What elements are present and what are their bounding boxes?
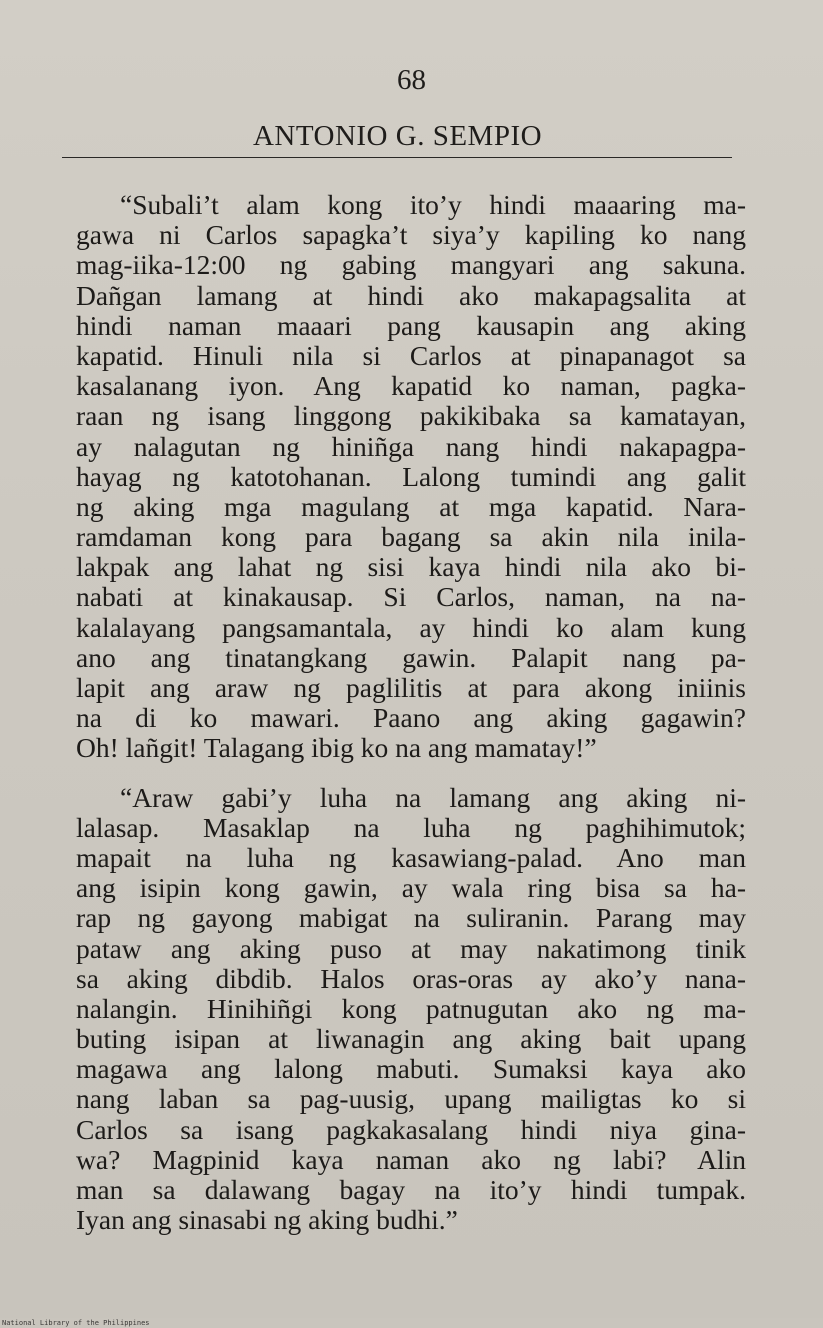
text-line: Dañgan lamang at hindi ako makapagsalita at [76,279,746,311]
text-line: buting isipan at liwanagin ang aking bait upang [76,1023,746,1055]
text-line: “Subali’t alam kong ito’y hindi maaaring ma- [120,189,746,220]
text-line: ano ang tinatangkang gawin. Palapit nang pa- [76,641,746,673]
body-text [76,190,746,1235]
text-line: Carlos sa isang pagkakasalang hindi niya gina- [76,1113,746,1145]
text-line: hayag ng katotohanan. Lalong tumindi ang galit [76,460,746,492]
running-head: ANTONIO G. SEMPIO [252,120,543,152]
text-line: ramdaman kong para bagang sa akin nila inila- [76,521,746,553]
text-line: ay nalagutan ng hiniñga nang hindi nakapagpa- [76,430,746,462]
text-line: raan ng isang linggong pakikibaka sa kamatayan, [76,400,746,432]
text-line: nalangin. Hinihiñgi kong patnugutan ako ng ma- [76,992,746,1024]
text-line: “Araw gabi’y luha na lamang ang aking ni- [120,781,746,813]
header-rule [62,157,732,158]
text-line: lalasap. Masaklap na luha ng paghihimutok; [76,811,746,843]
text-line: Iyan ang sinasabi ng aking budhi.” [76,1204,458,1236]
text-line: ng aking mga magulang at mga kapatid. Nara- [76,490,746,522]
text-line: nabati at kinakausap. Si Carlos, naman, na na- [76,581,746,613]
text-line: mag-iika-12:00 ng gabing mangyari ang sakuna. [76,249,746,281]
text-line: wa? Magpinid kaya naman ako ng labi? Alin [76,1143,746,1175]
text-line: nang laban sa pag-uusig, upang mailigtas ko si [76,1083,746,1115]
text-line: na di ko mawari. Paano ang aking gagawin? [76,702,746,734]
text-line: pataw ang aking puso at may nakatimong tinik [76,932,746,964]
text-line: kapatid. Hinuli nila si Carlos at pinapanagot sa [76,339,746,371]
text-line: magawa ang lalong mabuti. Sumaksi kaya ako [76,1053,746,1085]
text-line: gawa ni Carlos sapagka’t siya’y kapiling ko nang [76,219,746,251]
text-line: sa aking dibdib. Halos oras-oras ay ako’y nana- [76,962,746,994]
paragraph-2 [76,783,746,1236]
text-line: ang isipin kong gawin, ay wala ring bisa sa ha- [76,872,746,904]
text-line: kasalanang iyon. Ang kapatid ko naman, pagka- [76,370,746,402]
paragraph-1 [76,190,746,764]
text-line: lapit ang araw ng paglilitis at para akong iniinis [76,672,746,703]
text-line: lakpak ang lahat ng sisi kaya hindi nila ako bi- [76,551,746,583]
library-credit: National Library of the Philippines [2,1319,150,1327]
paragraph-gap [76,764,746,783]
text-line: hindi naman maaari pang kausapin ang aking [76,309,746,341]
text-line: man sa dalawang bagay na ito’y hindi tumpak. [76,1174,746,1205]
text-line: mapait na luha ng kasawiang-palad. Ano man [76,841,746,873]
text-line: Oh! lañgit! Talagang ibig ko na ang mamatay!” [76,732,597,764]
text-line: kalalayang pangsamantala, ay hindi ko alam kung [76,611,746,643]
page-number: 68 [397,64,426,96]
text-line: rap ng gayong mabigat na suliranin. Parang may [76,902,746,934]
